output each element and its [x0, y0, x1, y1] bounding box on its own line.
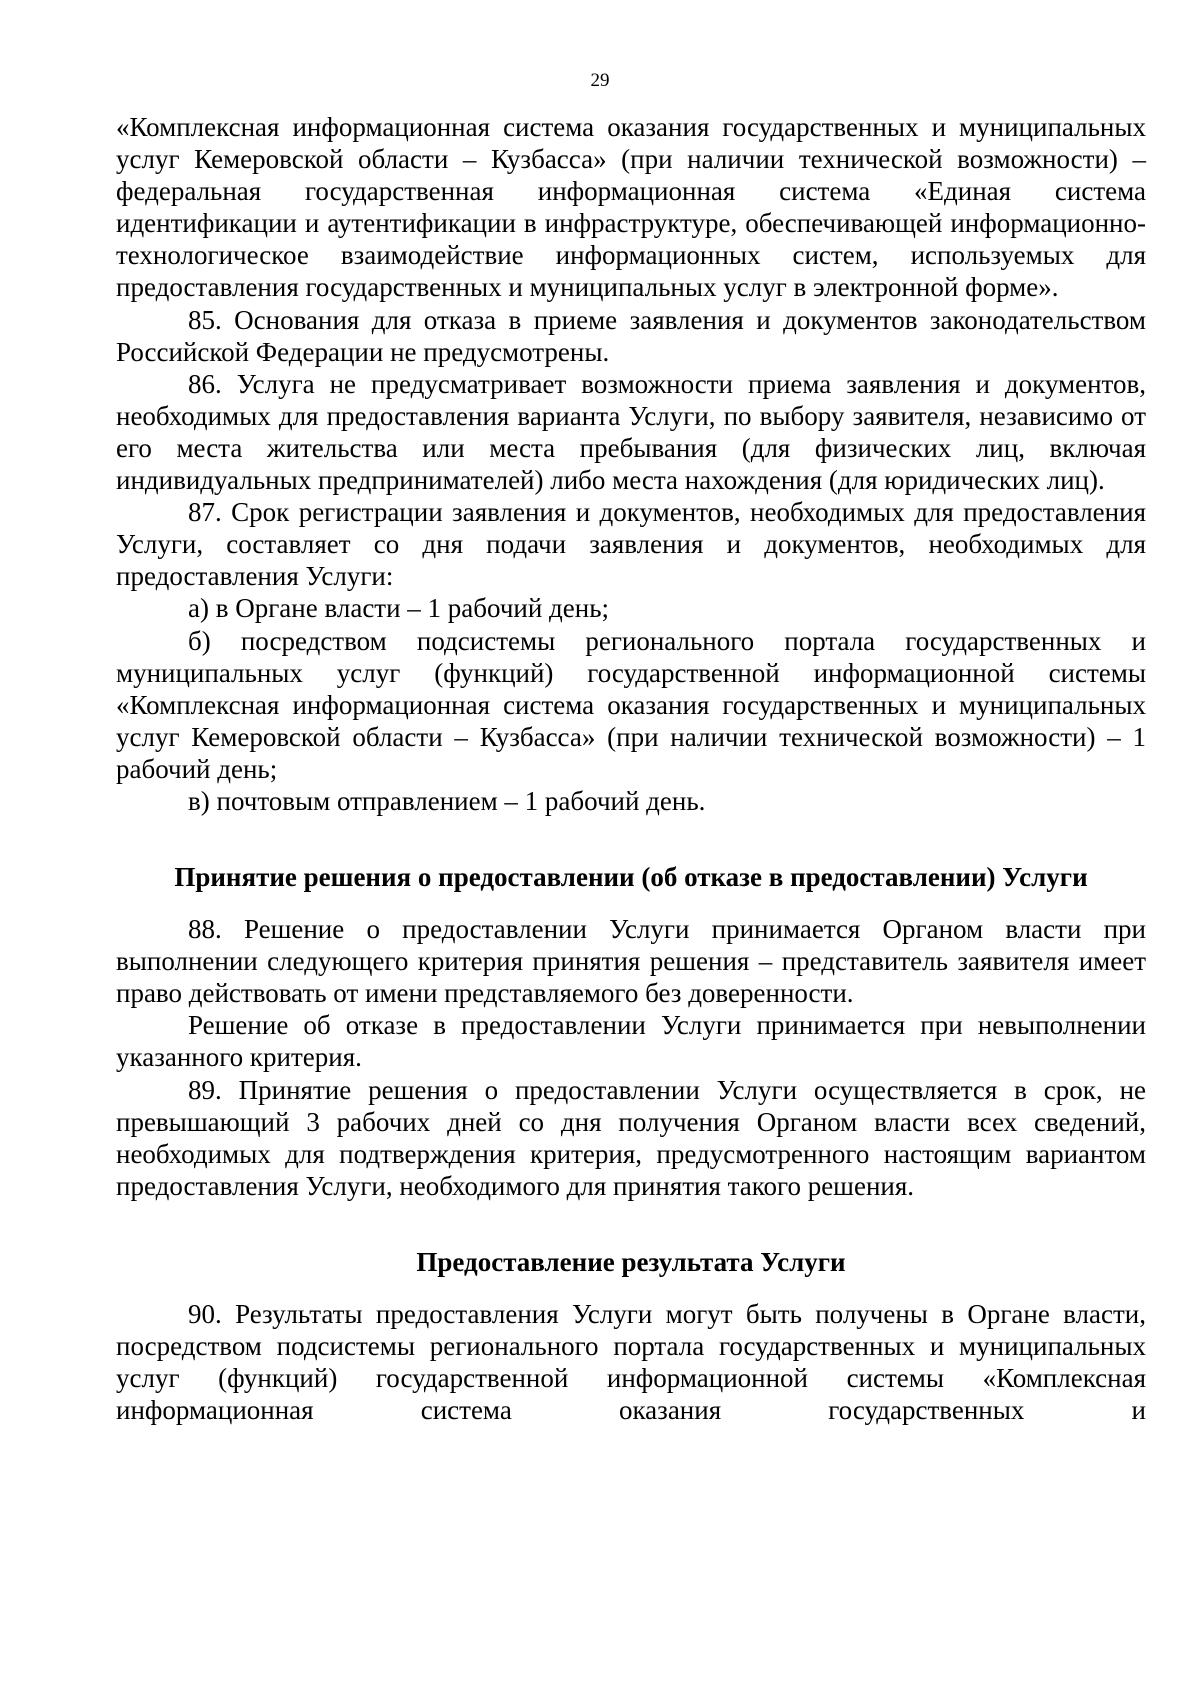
paragraph-87-b: б) посредством подсистемы регионального портала государственных и муниципальных услуг (функций) государственной информационной системы «Комплексная информационная система оказания государственных и муниципальных услуг Кемеровской области – Кузбасса» (при наличии технической возможности) – 1 рабочий день;	[116, 625, 1146, 784]
paragraph-88-refusal: Решение об отказе в предоставлении Услуги принимается при невыполнении указанного критерия.	[116, 1010, 1146, 1073]
paragraph-90: 90. Результаты предоставления Услуги могут быть получены в Органе власти, посредством подсистемы регионального портала государственных и муниципальных услуг (функций) государственной информационной системы «Комплексная информационная система оказания государственных и	[116, 1298, 1146, 1426]
document-body	[116, 111, 1146, 1426]
page-number: 29	[590, 70, 610, 91]
paragraph-88: 88. Решение о предоставлении Услуги принимается Органом власти при выполнении следующего критерия принятия решения – представитель заявителя имеет право действовать от имени представляемого без доверенности.	[116, 914, 1146, 1009]
paragraph-85: 85. Основания для отказа в приеме заявления и документов законодательством Российской Федерации не предусмотрены.	[116, 304, 1146, 367]
paragraph-87-v: в) почтовым отправлением – 1 рабочий день.	[188, 785, 706, 816]
section-heading-decision: Принятие решения о предоставлении (об отказе в предоставлении) Услуги	[174, 862, 1088, 893]
paragraph-86: 86. Услуга не предусматривает возможности приема заявления и документов, необходимых для предоставления варианта Услуги, по выбору заявителя, независимо от его места жительства или места пребывания (для физических лиц, включая индивидуальных предпринимателей) либо места нахождения (для юридических лиц).	[116, 368, 1146, 496]
paragraph-89: 89. Принятие решения о предоставлении Услуги осуществляется в срок, не превышающий 3 рабочих дней со дня получения Органом власти всех сведений, необходимых для подтверждения критерия, предусмотренного настоящим вариантом предоставления Услуги, необходимого для принятия такого решения.	[116, 1074, 1146, 1201]
paragraph-87-a: а) в Органе власти – 1 рабочий день;	[188, 593, 610, 624]
paragraph-87: 87. Срок регистрации заявления и документов, необходимых для предоставления Услуги, составляет со дня подачи заявления и документов, необходимых для предоставления Услуги:	[116, 497, 1146, 592]
paragraph-continuation: «Комплексная информационная система оказания государственных и муниципальных услуг Кемеровской области – Кузбасса» (при наличии технической возможности) – федеральная государственная информационная система «Единая система идентификации и аутентификации в инфраструктуре, обеспечивающей информационно-технологическое взаимодействие информационных систем, используемых для предоставления государственных и муниципальных услуг в электронной форме».	[116, 112, 1146, 303]
section-heading-result: Предоставление результата Услуги	[416, 1246, 846, 1277]
